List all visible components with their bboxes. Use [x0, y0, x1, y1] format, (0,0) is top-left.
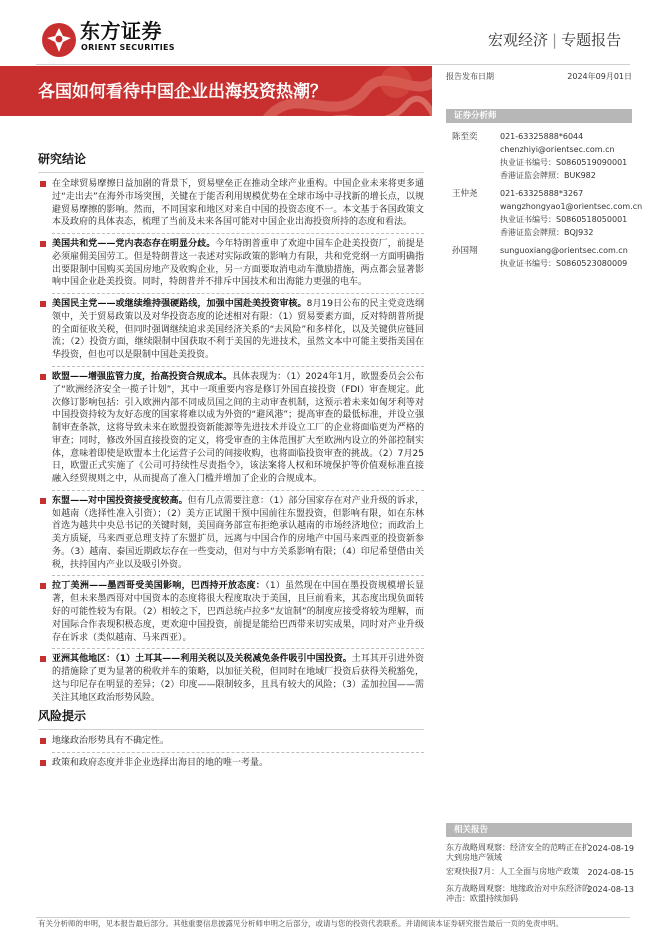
publish-date-row: [446, 71, 632, 82]
analyst-email[interactable]: wangzhongyao1@orientsec.com.cn: [500, 202, 643, 211]
section-rule: [38, 729, 424, 730]
brand-name-cn: 东方证券: [80, 19, 162, 43]
analyst-name: 陈至奕: [452, 132, 478, 142]
brand-name-en: ORIENT SECURITIES: [81, 43, 175, 52]
analyst-email[interactable]: chenzhiyi@orientsec.com.cn: [500, 145, 615, 154]
paragraph-divider: [52, 648, 424, 649]
footer-disclaimer: 有关分析师的申明，见本报告最后部分。其他重要信息披露见分析师申明之后部分，或请与您的投资代表联系。并请阅读本证券研究报告最后一页的免责申明。: [38, 919, 563, 928]
section-rule: [38, 172, 424, 173]
report-subtype: 专题报告: [561, 31, 622, 49]
analyst-license: 执业证书编号：S0860523080009: [500, 259, 628, 268]
conclusion-paragraph: [38, 580, 424, 644]
conclusion-body: 土耳其开引进外资的措施除了更为显著的税收并车的策略，以加征关税，但同时在地域厂投资后获得关税豁免，这与印尼存在明显的差异；（2）印度——限制较多，且具有较大的风险；（3）孟加拉国——需关注其地区政治形势风险。: [52, 654, 424, 703]
conclusion-heading: 研究结论: [38, 152, 87, 166]
related-report-date: 2024-08-15: [587, 868, 634, 877]
risk-item: 地缘政治形势具有不确定性。: [38, 735, 424, 748]
conclusion-paragraph: [38, 371, 424, 486]
conclusion-lead: 美国共和党——党内表态存在明显分歧。: [52, 239, 216, 250]
conclusion-lead: 美国民主党——或继续维持强硬路线，加强中国赴美投资审核。: [52, 299, 307, 310]
header-divider: [36, 64, 630, 65]
conclusion-lead: 欧盟——增强监管力度，抬高投资合规成本。: [52, 371, 233, 382]
conclusion-body: （1）虽然现在中国在墨投资规模增长显著，但未来墨西哥对中国资本的态度将很大程度取决于美国，且巨前看来，其态度出现负面转好的可能性较为有限。（2）相较之下，巴西总统卢拉多“友谊制”的制度应接受将较为理解，而对国际合作表现积极态度，更欢迎中国投资，前提是能给巴西带来切实成果，同时对产业升级存在诉求（类似越南、马来西亚）。: [52, 581, 424, 643]
analysts-header: 证券分析师: [446, 109, 632, 123]
analyst-phone: 021-63325888*6044: [500, 132, 584, 141]
conclusion-paragraph: [38, 653, 424, 704]
paragraph-divider: [52, 293, 424, 294]
risk-heading: 风险提示: [38, 709, 87, 724]
paragraph-divider: [52, 366, 424, 367]
conclusion-body: 具体表现为：（1）2024年1月，欧盟委员会公布了“欧洲经济安全一揽子计划”，其中一项重要内容是修订外国直接投资（FDI）审查规定。此次修订影响包括：引入欧洲内部不同成员国之间的主动审查机制，这预示着未来如匈牙利等对中国投资持较为友好态度的国家将难以成为外资的“避风港”；提高审查的最低标准，并设立强制审查条款，这将导致未来在欧盟投资新能源等先进技术并设立工厂的企业将面临更为严格的审查；同时，修改外国直接投资的定义，将受审查的主体范围扩大至欧洲内设立的外部控制实体，意味着即使是欧盟本土化运营子公司的间接收购，也将面临投资审查的挑战。（2）7月25日，欧盟正式实施了《公司可持续性尽责指令》，该法案将人权和环境保护等价值观标准直接融入经贸规则之中，从而提高了准入门槛并增加了企业的合规成本。: [52, 371, 424, 485]
publish-date-label: 报告发布日期: [446, 72, 494, 81]
related-report-date: 2024-08-13: [587, 885, 634, 894]
conclusion-body: 今年特朗普重申了欢迎中国车企赴美投资厂，前提是必须雇佣美国劳工。但是特朗普这一表述对实际政策的影响力有限，共和党党纲一方面明确指出要限制中国购买美国房地产及收购企业，另一方面要取消电动车激励措施，两点都会显著影响中国企业赴美投资。同时，特朗普并不排斥中国技术和出海能力更强的电车。: [52, 239, 424, 288]
paragraph-divider: [52, 752, 424, 753]
paragraph-divider: [52, 490, 424, 491]
paragraph-divider: [52, 575, 424, 576]
related-report-title[interactable]: 东方战略周观察：地缘政治对中东经济的冲击：欧盟持续加码: [446, 884, 590, 904]
publish-date-value: 2024年09月01日: [567, 72, 632, 81]
conclusion-lead: 拉丁美洲——墨西哥受美国影响，巴西持开放态度：: [52, 581, 266, 592]
report-category: [488, 30, 621, 51]
risk-item: 政策和政府态度并非企业选择出海目的地的唯一考量。: [38, 757, 424, 770]
related-report-title[interactable]: 东方战略周观察：经济安全的范畴正在扩大到房地产领域: [446, 843, 590, 863]
paragraph-divider: [52, 233, 424, 234]
company-logo-icon: [38, 16, 86, 64]
report-type: 宏观经济: [488, 31, 549, 49]
analyst-email[interactable]: sunguoxiang@orientsec.com.cn: [500, 246, 628, 255]
conclusion-paragraph: [38, 495, 424, 572]
conclusion-body: 但有几点需要注意：（1）部分国家存在对产业升级的诉求，如越南（选择性准入引资）；（2）美方正试图干预中国前往东盟投资，但影响有限，如在东林首选为越共中央总书记的关键时刻，美国商务部宣布拒绝承认越南的市场经济地位；而政治上美方质疑，马来西亚总理支持了东盟扩员，远离与中国合作的房地产中国马来西亚的投资新参务。（3）越南、泰国近期政坛存在一些变动，但对与中方关系影响有限；（4）印尼希望借由关税，扶持国内产业以及吸引外资。: [52, 495, 424, 570]
analyst-name: 王仲尧: [452, 189, 478, 199]
analyst-phone: 021-63325888*3267: [500, 189, 584, 198]
analyst-hk-license: 香港证监会牌照：BQJ932: [500, 228, 594, 237]
header-separator: |: [552, 31, 558, 49]
main-content: [38, 151, 424, 774]
footer-divider: [36, 917, 630, 918]
analyst-license: 执业证书编号：S0860519090001: [500, 158, 628, 167]
related-reports-header: 相关报告: [446, 823, 632, 837]
conclusion-lead: 亚洲其他地区：（1）土耳其——利用关税以及关税减免条件吸引中国投资。: [52, 654, 352, 665]
conclusion-lead: 东盟——对中国投资接受度较高。: [52, 495, 188, 506]
conclusion-paragraph: [38, 238, 424, 289]
conclusion-paragraph: [38, 178, 424, 229]
conclusion-paragraph: [38, 298, 424, 362]
conclusion-body: 在全球贸易摩擦日益加剧的背景下，贸易壁垒正在推动全球产业重构。中国企业未来将更多通过“走出去”在海外市场突围，关键在于能否利用规模优势在全球市场中寻找新的增长点，以规避贸易摩擦的影响。然而，不同国家和地区对来自中国的投资态度不一。本文基于各国政策文本及政府的具体表态，梳理了当前及未来各国可能对中国企业出海投资所持的态度和看法。: [52, 179, 424, 228]
related-report-title[interactable]: 宏观快报7月：人工全面与房地产政策: [446, 867, 580, 876]
related-report-date: 2024-08-19: [587, 844, 634, 853]
conclusion-body: 8月19日公布的民主党竞选纲领中，关于贸易政策以及对华投资态度的论述相对有限：（1）贸易要素方面，反对特朗普所提的全面征收关税，但同时强调继续追求美国经济关系的“去风险”和多样化，以及关键供应链回流；（2）投资方面，继续限制中国获取不利于美国的先进技术，虽然文本中可能主要指美国在华投资，但也可以是限制中国赴美投资。: [52, 299, 424, 361]
report-title: 各国如何看待中国企业出海投资热潮？: [38, 82, 327, 102]
analyst-name: 孙国翔: [452, 246, 478, 256]
analyst-hk-license: 香港证监会牌照：BUK982: [500, 171, 596, 180]
analyst-license: 执业证书编号：S0860518050001: [500, 215, 628, 224]
